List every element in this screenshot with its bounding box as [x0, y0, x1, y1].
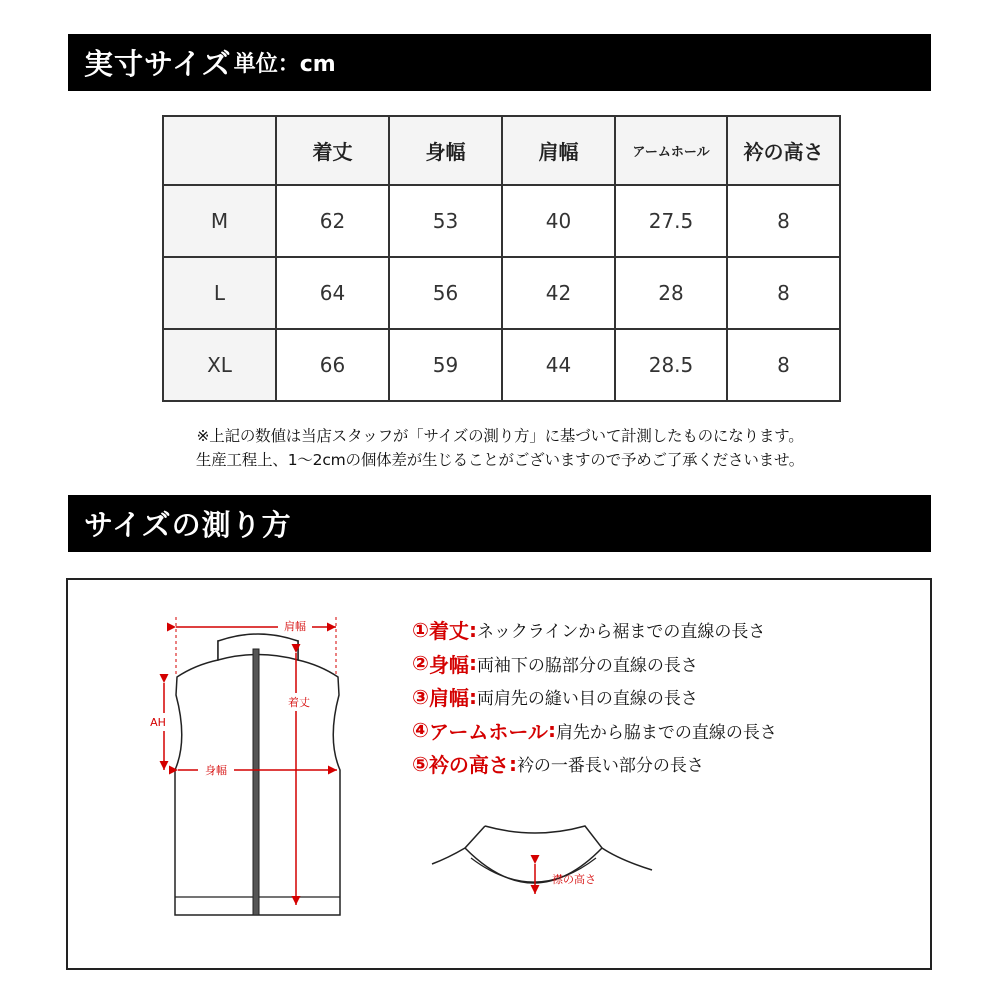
measurement-legend	[412, 613, 777, 781]
measurement-notes	[0, 424, 1000, 472]
table-header-row	[163, 116, 840, 185]
list-item: ③ 肩幅 : 両肩先の縫い目の直線の長さ	[412, 684, 698, 711]
table-cell: 62	[276, 185, 389, 257]
table-row	[163, 329, 840, 401]
table-cell: 53	[389, 185, 502, 257]
column-header-shoulder: 肩幅	[502, 116, 615, 185]
size-header-bar	[68, 34, 931, 91]
column-header-length: 着丈	[276, 116, 389, 185]
table-header-corner	[163, 116, 276, 185]
shoulder-label: 肩幅	[284, 620, 306, 633]
table-cell: 42	[502, 257, 615, 329]
note-line-2: 生産工程上、1〜2cmの個体差が生じることがございますので予めご了承くださいませ。	[195, 451, 805, 469]
size-label: M	[163, 185, 276, 257]
size-label: L	[163, 257, 276, 329]
table-cell: 8	[727, 185, 840, 257]
table-cell: 40	[502, 185, 615, 257]
table-cell: 44	[502, 329, 615, 401]
table-row	[163, 257, 840, 329]
how-to-measure-header-bar	[68, 495, 931, 552]
table-cell: 27.5	[615, 185, 727, 257]
note-line-1: ※上記の数値は当店スタッフが「サイズの測り方」に基づいて計測したものになります。	[196, 427, 804, 445]
column-header-chest: 身幅	[389, 116, 502, 185]
table-cell: 28	[615, 257, 727, 329]
size-header-unit: 単位：cm	[233, 52, 336, 77]
list-item: ② 身幅 : 両袖下の脇部分の直線の長さ	[412, 651, 698, 677]
table-cell: 66	[276, 329, 389, 401]
column-header-collar-height: 衿の高さ	[727, 116, 840, 185]
how-to-measure-title: サイズの測り方	[84, 508, 292, 542]
table-cell: 28.5	[615, 329, 727, 401]
list-item: ⑤ 衿の高さ : 衿の一番長い部分の長さ	[412, 751, 704, 778]
vest-illustration	[140, 605, 370, 955]
column-header-armhole: アームホール	[615, 116, 727, 185]
size-header-title: 実寸サイズ	[84, 47, 232, 81]
list-item: ① 着丈 : ネックラインから裾までの直線の長さ	[412, 617, 766, 644]
size-label: XL	[163, 329, 276, 401]
table-cell: 56	[389, 257, 502, 329]
chest-label: 身幅	[205, 764, 227, 777]
table-cell: 8	[727, 257, 840, 329]
table-cell: 64	[276, 257, 389, 329]
length-label: 着丈	[288, 696, 310, 709]
list-item: ④ アームホール : 肩先から脇までの直線の長さ	[412, 718, 777, 744]
collar-illustration	[430, 818, 660, 928]
table-row	[163, 185, 840, 257]
table-cell: 8	[727, 329, 840, 401]
table-cell: 59	[389, 329, 502, 401]
collar-height-label: 襟の高さ	[552, 873, 596, 886]
size-table	[162, 115, 841, 402]
armhole-label: AH	[150, 716, 166, 729]
